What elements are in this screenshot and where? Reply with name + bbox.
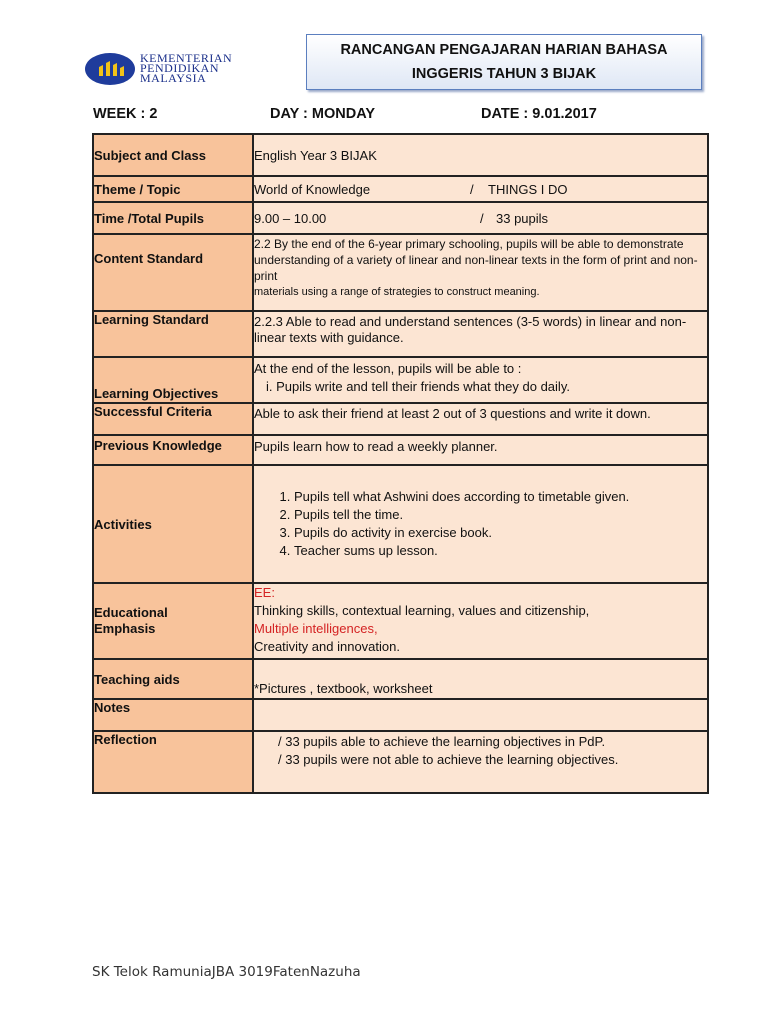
subject-label: Subject and Class — [93, 134, 253, 176]
teaching-aids-label: Teaching aids — [93, 659, 253, 699]
theme-value — [253, 176, 708, 202]
time-text: 9.00 – 10.00 — [254, 210, 327, 226]
list-item: 1. Pupils tell what Ashwini does according to timetable given. — [294, 488, 707, 506]
day-label: DAY : MONDAY — [270, 106, 376, 122]
time-separator: / — [480, 210, 484, 226]
activities-value — [253, 465, 708, 583]
list-item: 3. Pupils do activity in exercise book. — [294, 524, 707, 542]
teaching-aids-value: *Pictures , textbook, worksheet — [253, 659, 708, 699]
time-label: Time /Total Pupils — [93, 202, 253, 234]
success-criteria-label: Successful Criteria — [93, 403, 253, 435]
footer-text: SK Telok RamuniaJBA 3019FatenNazuha — [92, 964, 361, 980]
theme-label: Theme / Topic — [93, 176, 253, 202]
table-row — [93, 176, 708, 202]
theme-text: World of Knowledge — [254, 181, 371, 197]
previous-knowledge-label: Previous Knowledge — [93, 435, 253, 465]
table-row — [93, 583, 708, 659]
topic-text: THINGS I DO — [488, 181, 568, 197]
time-value — [253, 202, 708, 234]
table-row — [93, 202, 708, 234]
list-item: 4. Teacher sums up lesson. — [294, 542, 707, 560]
content-standard-value: 2.2 By the end of the 6-year primary schooling, pupils will be able to demonstrate understanding of a variety of linear and non-linear texts in the form of print and non-print materials using a range of strategies to construct meaning. — [253, 234, 708, 311]
notes-label: Notes — [93, 699, 253, 731]
subject-value: English Year 3 BIJAK — [253, 134, 708, 176]
learning-objectives-label: Learning Objectives — [93, 357, 253, 403]
previous-knowledge-value: Pupils learn how to read a weekly planner. — [253, 435, 708, 465]
table-row — [93, 659, 708, 699]
table-row — [93, 699, 708, 731]
lesson-plan-table — [92, 133, 709, 794]
content-standard-label: Content Standard — [93, 234, 253, 311]
logo-text: KEMENTERIAN PENDIDIKAN MALAYSIA — [140, 51, 233, 85]
success-criteria-value: Able to ask their friend at least 2 out of 3 questions and write it down. — [253, 403, 708, 435]
educational-emphasis-label: Educational Emphasis — [93, 583, 253, 659]
learning-objectives-value: At the end of the lesson, pupils will be able to : i. Pupils write and tell their friends what they do daily. — [253, 357, 708, 403]
learning-standard-value: 2.2.3 Able to read and understand sentences (3-5 words) in linear and non-linear texts with guidance. — [253, 311, 708, 357]
reflection-value: / 33 pupils able to achieve the learning objectives in PdP. / 33 pupils were not able to achieve the learning objectives. — [253, 731, 708, 793]
table-row — [93, 311, 708, 357]
ministry-logo — [84, 52, 274, 86]
table-row — [93, 403, 708, 435]
table-row — [93, 435, 708, 465]
learning-standard-label: Learning Standard — [93, 311, 253, 357]
table-row — [93, 731, 708, 793]
table-row — [93, 357, 708, 403]
ministry-emblem-icon — [84, 52, 136, 86]
week-label: WEEK : 2 — [93, 106, 158, 122]
table-row — [93, 134, 708, 176]
date-label: DATE : 9.01.2017 — [481, 106, 597, 122]
reflection-label: Reflection — [93, 731, 253, 793]
table-row — [93, 465, 708, 583]
notes-value — [253, 699, 708, 731]
activities-list — [254, 488, 707, 560]
pupils-text: 33 pupils — [496, 210, 549, 226]
educational-emphasis-value: EE: Thinking skills, contextual learning, values and citizenship, Multiple intelligences, Creativity and innovation. — [253, 583, 708, 659]
list-item: 2. Pupils tell the time. — [294, 506, 707, 524]
theme-separator: / — [470, 181, 474, 197]
table-row — [93, 234, 708, 311]
activities-label: Activities — [93, 465, 253, 583]
page-title: RANCANGAN PENGAJARAN HARIAN BAHASA INGGERIS TAHUN 3 BIJAK — [306, 34, 702, 90]
